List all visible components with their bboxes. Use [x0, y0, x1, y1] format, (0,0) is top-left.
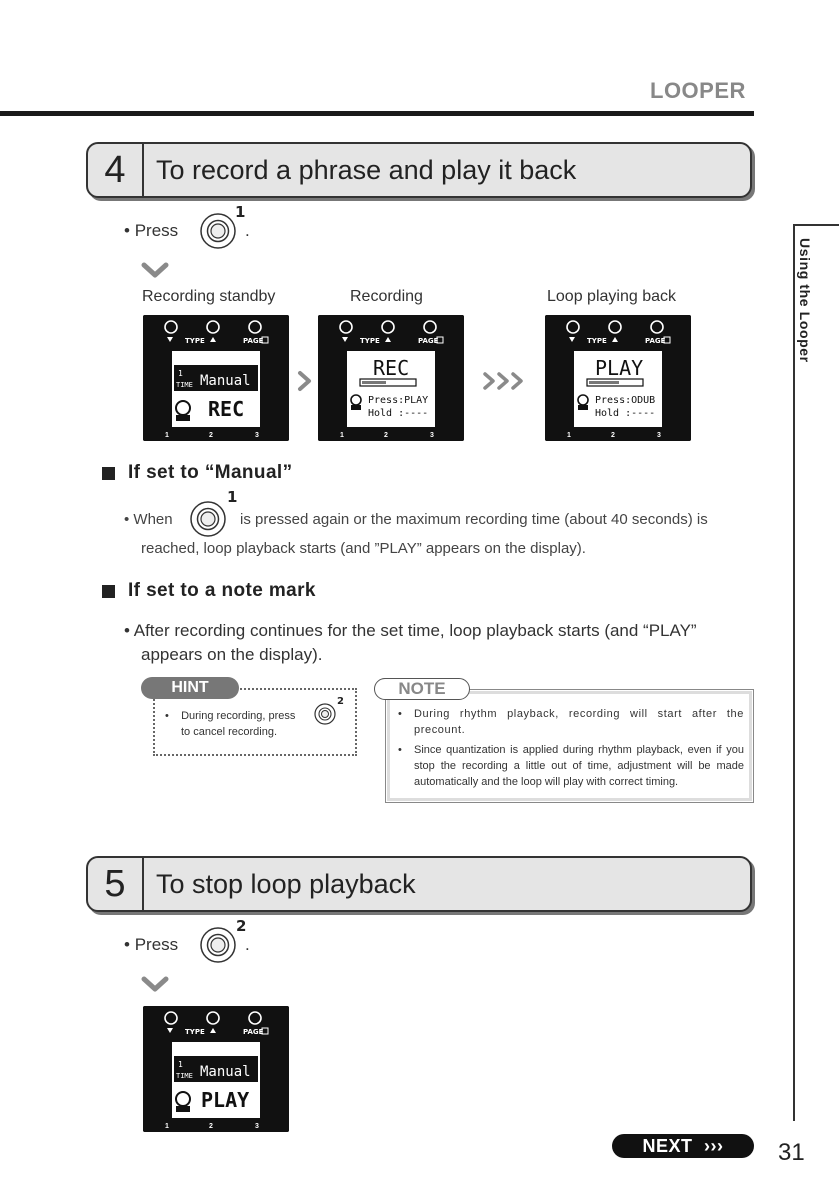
svg-text:2: 2: [611, 432, 615, 439]
display-stop-playback: [143, 1006, 289, 1132]
note-mark-line2: appears on the display).: [141, 645, 323, 664]
arrow-right-icon: [297, 370, 313, 392]
square-bullet-icon: [102, 585, 115, 598]
caption-recording-standby: Recording standby: [142, 288, 276, 305]
footswitch-number: 2: [337, 696, 344, 707]
triple-arrow-right-icon: [482, 370, 528, 392]
lcd-hold: Hold :----: [595, 408, 656, 419]
manual-bullet-when: • When: [124, 511, 173, 528]
svg-text:3: 3: [657, 432, 661, 439]
svg-text:PAGE: PAGE: [418, 337, 439, 345]
step-5-number: 5: [88, 858, 144, 910]
footswitch-number: 2: [236, 917, 247, 935]
side-rule: [793, 224, 795, 1121]
header-rule: [0, 111, 754, 116]
lcd-press: Press:PLAY: [368, 395, 429, 406]
press-label: Press: [134, 221, 179, 240]
manual-heading: [102, 462, 293, 484]
svg-text:TIME: TIME: [176, 1072, 193, 1080]
lcd-line1: PLAY: [595, 356, 644, 380]
footswitch-icon[interactable]: [199, 926, 237, 964]
press-period: .: [245, 935, 250, 954]
footswitch-icon[interactable]: [199, 212, 237, 250]
hint-line2: to cancel recording.: [181, 726, 277, 738]
type-label: TYPE: [185, 337, 205, 345]
caption-loop-playing-back: Loop playing back: [547, 288, 676, 305]
hint-line1: • During recording, press: [165, 710, 296, 722]
note-list: [398, 706, 744, 794]
hint-label: HINT: [141, 677, 239, 699]
svg-text:TYPE: TYPE: [185, 1028, 205, 1036]
side-tab-label: Using the Looper: [797, 238, 813, 363]
caption-recording: Recording: [350, 288, 423, 305]
svg-text:1: 1: [178, 1060, 183, 1069]
press-period: .: [245, 221, 250, 240]
display-recording: [318, 315, 464, 441]
manual-heading-text: If set to “Manual”: [128, 462, 293, 483]
svg-text:2: 2: [384, 432, 388, 439]
step-4-press-bullet: • Press: [124, 221, 179, 240]
chevron-down-icon: [141, 262, 169, 278]
time-bottom: TIME: [176, 381, 193, 389]
note-item: • During rhythm playback, recording will start after the precount.: [398, 708, 744, 736]
manual-line1: is pressed again or the maximum recording time (about 40 seconds) is: [240, 511, 708, 528]
lcd-line2: PLAY: [201, 1088, 250, 1112]
svg-text:TYPE: TYPE: [587, 337, 607, 345]
side-rule-top: [793, 224, 839, 226]
step-4-header: [86, 142, 752, 198]
note-mark-line1: • After recording continues for the set time, loop playback starts (and “PLAY”: [124, 621, 697, 640]
svg-text:3: 3: [255, 1123, 259, 1130]
footswitch-icon[interactable]: [314, 703, 336, 725]
step-5-press-bullet: • Press: [124, 935, 179, 954]
note-mark-heading: [102, 580, 316, 602]
display-recording-standby: [143, 315, 289, 441]
svg-text:1: 1: [567, 432, 571, 439]
svg-text:3: 3: [430, 432, 434, 439]
page-number: 31: [778, 1139, 805, 1166]
lcd-line1: Manual: [200, 1064, 251, 1080]
footswitch-number: 1: [227, 488, 238, 506]
svg-text:PAGE: PAGE: [243, 1028, 264, 1036]
lcd-line1: REC: [373, 356, 410, 380]
page-label: PAGE: [243, 337, 264, 345]
svg-text:2: 2: [209, 432, 213, 439]
square-bullet-icon: [102, 467, 115, 480]
step-4-title: To record a phrase and play it back: [156, 154, 577, 185]
next-button[interactable]: [612, 1134, 754, 1158]
svg-text:3: 3: [255, 432, 259, 439]
svg-text:PAGE: PAGE: [645, 337, 666, 345]
footswitch-icon[interactable]: [189, 500, 227, 538]
time-top: 1: [178, 369, 183, 378]
svg-text:1: 1: [165, 1123, 169, 1130]
svg-text:1: 1: [165, 432, 169, 439]
note-item: • Since quantization is applied during rhythm playback, even if you stop the recording a little out of time, adjustment will be made automatically and the loop will play with correct timing.: [398, 744, 744, 788]
step-4-number: 4: [88, 144, 144, 196]
step-5-title: To stop loop playback: [156, 868, 416, 899]
section-title: LOOPER: [650, 78, 746, 103]
press-label: Press: [134, 935, 179, 954]
svg-text:TYPE: TYPE: [360, 337, 380, 345]
lcd-line2: REC: [208, 397, 245, 421]
chevron-down-icon: [141, 976, 169, 992]
manual-line2: reached, loop playback starts (and ”PLAY” appears on the display).: [141, 540, 586, 557]
display-loop-playing-back: [545, 315, 691, 441]
lcd-line1: Manual: [200, 373, 251, 389]
svg-text:2: 2: [209, 1123, 213, 1130]
svg-text:1: 1: [340, 432, 344, 439]
note-label: NOTE: [374, 678, 470, 700]
lcd-press: Press:ODUB: [595, 395, 656, 406]
next-arrows-icon: ›››: [704, 1136, 724, 1156]
step-5-header: [86, 856, 752, 912]
footswitch-number: 1: [235, 203, 246, 221]
note-mark-heading-text: If set to a note mark: [128, 580, 316, 601]
next-label: NEXT: [642, 1136, 693, 1156]
lcd-hold: Hold :----: [368, 408, 429, 419]
